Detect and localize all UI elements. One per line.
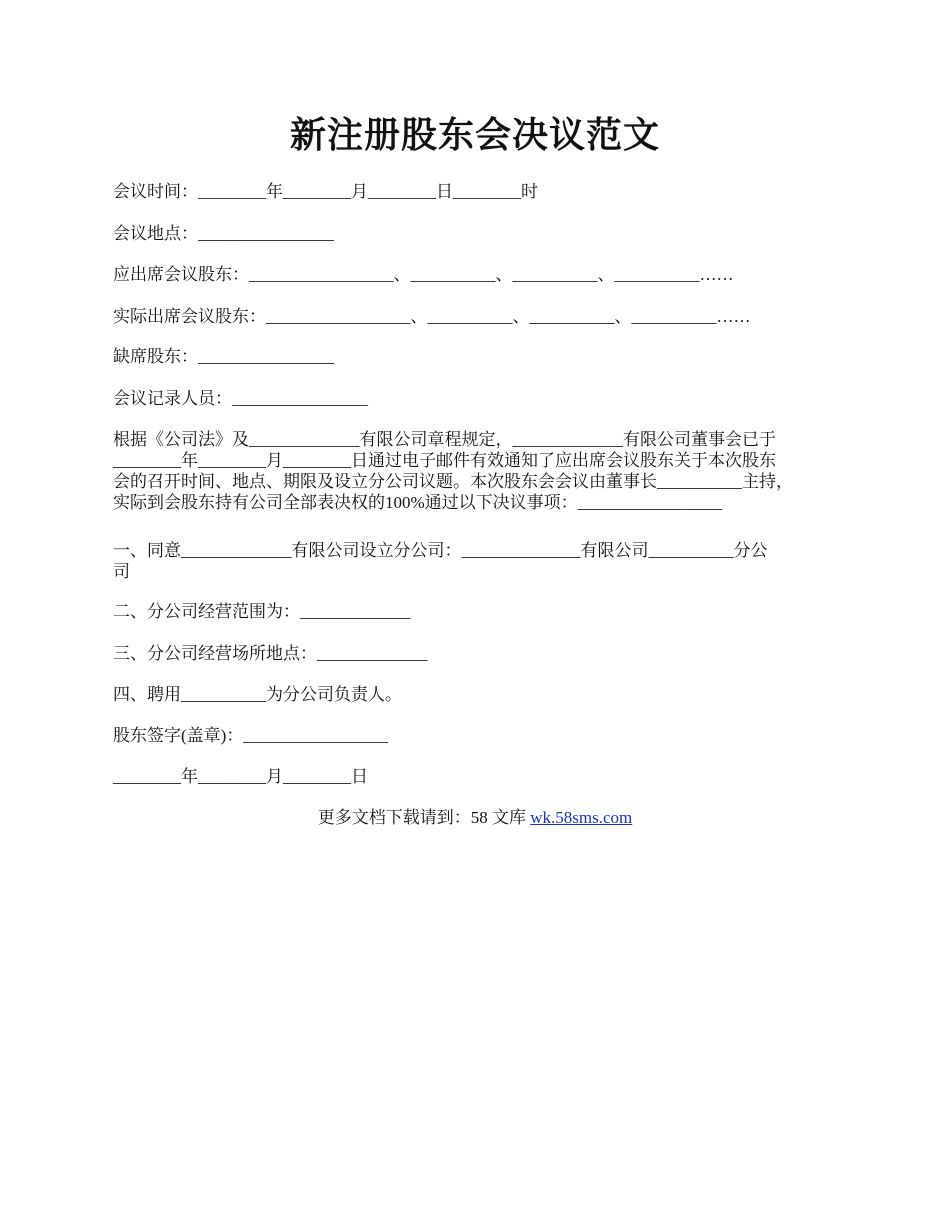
footer-link[interactable]: wk.58sms.com bbox=[530, 808, 633, 827]
resolution-item-three: 三、分公司经营场所地点：_____________ bbox=[113, 644, 428, 663]
resolution-item-four: 四、聘用__________为分公司负责人。 bbox=[113, 685, 402, 704]
absent-shareholders-line: 缺席股东：________________ bbox=[113, 347, 334, 366]
date-line: ________年________月________日 bbox=[113, 767, 368, 786]
meeting-place-line: 会议地点：________________ bbox=[113, 224, 334, 243]
footer bbox=[113, 807, 837, 828]
document-title: 新注册股东会决议范文 bbox=[289, 115, 660, 156]
meeting-time-line: 会议时间：________年________月________日________时 bbox=[113, 182, 538, 201]
basis-paragraph: 根据《公司法》及_____________有限公司章程规定，_____________有限公司董事会已于 ________年________月________日通过电子邮件有效通知了应出席会议股东关于本次股东 会的召开时间、地点、期限及设立分公司议题。本次股东会会议由董事长__________主持， 实际到会股东持有公司全部表决权的100%通过以下决议事项：_________________ bbox=[113, 430, 793, 512]
expected-shareholders-line: 应出席会议股东：_________________、__________、__________、__________…… bbox=[113, 265, 734, 284]
actual-shareholders-line: 实际出席会议股东：_________________、__________、__________、__________…… bbox=[113, 307, 751, 326]
resolution-item-two: 二、分公司经营范围为：_____________ bbox=[113, 602, 411, 621]
recorder-line: 会议记录人员：________________ bbox=[113, 389, 368, 408]
resolution-item-one: 一、同意_____________有限公司设立分公司：______________有限公司__________分公 司 bbox=[113, 541, 768, 581]
footer-prefix: 更多文档下载请到：58 文库 bbox=[317, 808, 531, 827]
signature-line: 股东签字(盖章)：_________________ bbox=[113, 726, 388, 745]
